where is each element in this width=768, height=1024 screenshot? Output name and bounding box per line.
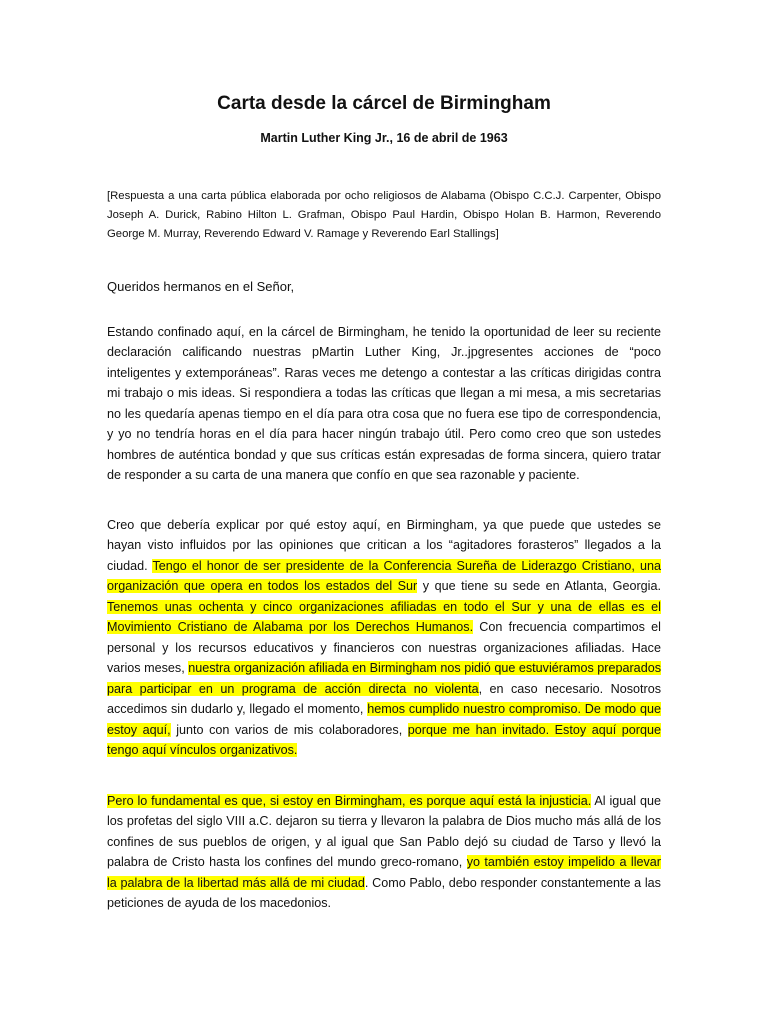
highlighted-text: hemos cumplido nuestro compromiso. De modo que estoy aquí, [107, 702, 661, 737]
highlighted-text: Pero lo fundamental es que, si estoy en Birmingham, es porque aquí está la injusticia. [107, 793, 592, 808]
document-title: Carta desde la cárcel de Birmingham [217, 93, 551, 114]
intro-note: [Respuesta a una carta pública elaborada por ocho religiosos de Alabama (Obispo C.C.J. Carpenter, Obispo Joseph A. Durick, Rabino Hilton L. Grafman, Obispo Paul Hardin, Obispo Holan B. Harmon, Reverendo George M. Murray, Reverendo Edward V. Ramage y Reverendo Earl Stallings] [107, 190, 661, 240]
paragraph-text: Al igual que los profetas del siglo VIII a.C. dejaron su tierra y llevaron la palabra de Dios mucho más allá de los confines de sus pueblos de origen, y al igual que San Pablo dejó su ciudad de Tarso y llevó la palabra de Cristo hasta los confines del mundo greco-romano, [107, 793, 661, 870]
greeting: Queridos hermanos en el Señor, [107, 279, 295, 294]
highlighted-text: Tengo el honor de ser presidente de la Conferencia Sureña de Liderazgo Cristiano, una organización que opera en todos los estados del Sur [107, 558, 661, 594]
paragraph-text: , en caso necesario. Nosotros accedimos sin dudarlo y, llegado el momento, [107, 681, 661, 717]
paragraph [107, 515, 661, 761]
paragraph-text: . Como Pablo, debo responder constantemente a las peticiones de ayuda de los macedonios. [107, 875, 661, 911]
paragraph-text: Con frecuencia compartimos el personal y los recursos educativos y financieros con nuestras organizaciones afiliadas. Hace varios meses, [107, 620, 661, 676]
paragraph [107, 791, 661, 914]
highlighted-text: nuestra organización afiliada en Birmingham nos pidió que estuviéramos preparados para participar en un programa de acción directa no violenta [107, 661, 661, 696]
highlighted-text: Tenemos unas ochenta y cinco organizaciones afiliadas en todo el Sur y una de ellas es el Movimiento Cristiano de Alabama por los Derechos Humanos. [107, 599, 661, 635]
document-subtitle: Martin Luther King Jr., 16 de abril de 1963 [260, 131, 508, 145]
highlighted-text: yo también estoy impelido a llevar la palabra de la libertad más allá de mi ciudad [107, 855, 662, 890]
paragraph [107, 322, 661, 486]
paragraph-text: Estando confinado aquí, en la cárcel de Birmingham, he tenido la oportunidad de leer su reciente declaración calificando nuestras pMartin Luther King, Jr..jpgresentes acciones de “poco inteligentes y extemporáneas”. Raras veces me detengo a contestar a las críticas dirigidas contra mi trabajo o mis ideas. Si respondiera a todas las críticas que llegan a mi mesa, a mis secretarias no les quedaría apenas tiempo en el día para otra cosa que no fuera ese tipo de correspondencia, y yo no tendría horas en el día para hacer ningún trabajo útil. Pero como creo que son ustedes hombres de auténtica bondad y que sus críticas están expresadas de forma sincera, quiero tratar de responder a su carta de una manera que confío en que sea razonable y paciente. [107, 324, 661, 483]
paragraph-text: Creo que debería explicar por qué estoy aquí, en Birmingham, ya que puede que ustedes se hayan visto influidos por las opiniones que critican a los “agitadores forasteros” llegados a la ciudad. [107, 517, 661, 573]
paragraph-text: junto con varios de mis colaboradores, [170, 722, 408, 737]
highlighted-text: porque me han invitado. Estoy aquí porque tengo aquí vínculos organizativos. [107, 722, 662, 758]
paragraph-text: y que tiene su sede en Atlanta, Georgia. [417, 579, 661, 594]
